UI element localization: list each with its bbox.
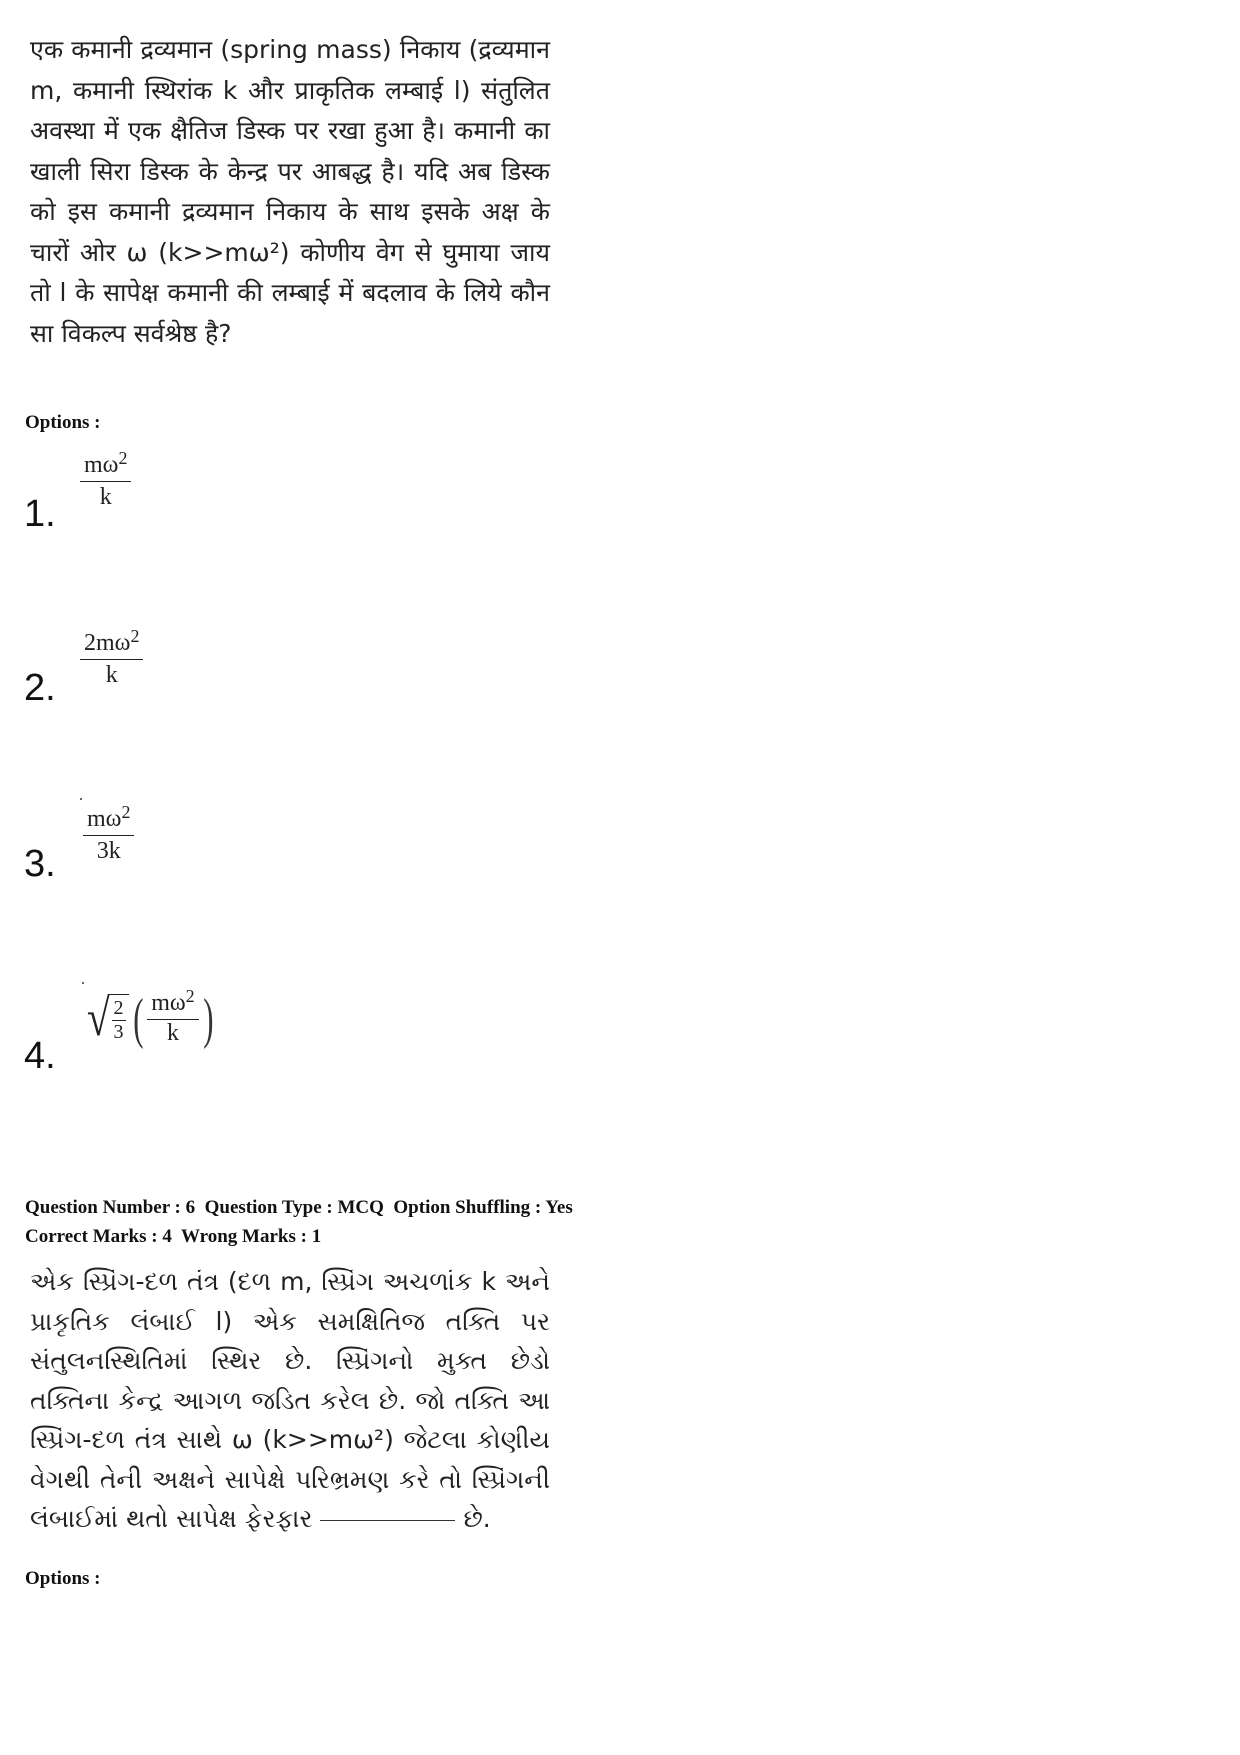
option-3-numerator: mω <box>87 806 122 832</box>
question-5-text: एक कमानी द्रव्यमान (spring mass) निकाय (द्रव्यमान m, कमानी स्थिरांक k और प्राकृतिक लम्बाई l) संतुलित अवस्था में एक क्षैतिज डिस्क पर रखा हुआ है। कमानी का खाली सिरा डिस्क के केन्द्र पर आबद्ध है। यदि अब डिस्क को इस कमानी द्रव्यमान निकाय के साथ इसके अक्ष के चारों ओर ω (k>>mω²) कोणीय वेग से घुमाया जाय तो l के सापेक्ष कमानी की लम्बाई में बदलाव के लिये कौन सा विकल्प सर्वश्रेष्ठ है? <box>30 35 550 348</box>
option-4-fraction <box>147 986 198 1047</box>
square-root <box>84 989 129 1047</box>
sqrt-denominator: 3 <box>113 1020 124 1043</box>
question-6-text <box>30 1262 550 1539</box>
option-2-denominator: k <box>105 662 118 688</box>
radical-sign: √ <box>86 989 110 1047</box>
scan-speck <box>82 982 84 984</box>
answer-blank <box>320 1519 455 1521</box>
scan-speck <box>80 798 82 800</box>
option-4-exponent: 2 <box>185 986 195 1006</box>
option-1-denominator: k <box>99 484 112 510</box>
option-2-number: 2. <box>24 667 56 709</box>
option-2-expression <box>80 626 143 689</box>
question-6-marks: Correct Marks : 4 Wrong Marks : 1 <box>25 1226 322 1247</box>
option-3-expression <box>83 802 134 865</box>
option-3-number: 3. <box>24 843 56 885</box>
option-1-number: 1. <box>24 493 56 535</box>
question-6-body: એક સ્પ્રિંગ-દળ તંત્ર (દળ m, સ્પ્રિંગ અચળાંક k અને પ્રાકૃતિક લંબાઈ l) એક સમક્ષિતિજ તક્તિ પર સંતુલનસ્થિતિમાં સ્થિર છે. સ્પ્રિંગનો મુક્ત છેડો તક્તિના કેન્દ્ર આગળ જડિત કરેલ છે. જો તક્તિ આ સ્પ્રિંગ-દળ તંત્ર સાથે ω (k>>mω²) જેટલા કોણીય વેગથી તેની અક્ષને સાપેક્ષે પરિભ્રમણ કરે તો સ્પ્રિંગની લંબાઈમાં થતો સાપેક્ષ ફેરફાર <box>30 1267 550 1533</box>
sqrt-numerator: 2 <box>113 996 124 1019</box>
option-4-denominator: k <box>166 1020 179 1046</box>
options-label: Options : <box>25 412 101 433</box>
question-6-ending: છે. <box>463 1504 491 1533</box>
option-1-expression <box>80 448 131 511</box>
option-2-numerator: 2mω <box>84 630 131 656</box>
options-label: Options : <box>25 1568 101 1589</box>
option-1-exponent: 2 <box>118 448 128 468</box>
option-4-number: 4. <box>24 1035 56 1077</box>
option-4-numerator: mω <box>151 990 186 1016</box>
option-3-denominator: 3k <box>96 838 121 864</box>
option-2-exponent: 2 <box>130 626 140 646</box>
question-6-meta: Question Number : 6 Question Type : MCQ Option Shuffling : Yes <box>25 1197 573 1218</box>
right-paren: ) <box>202 987 214 1050</box>
option-1-numerator: mω <box>84 452 119 478</box>
option-4-expression <box>84 986 217 1050</box>
left-paren: ( <box>132 987 144 1050</box>
option-3-exponent: 2 <box>121 802 131 822</box>
